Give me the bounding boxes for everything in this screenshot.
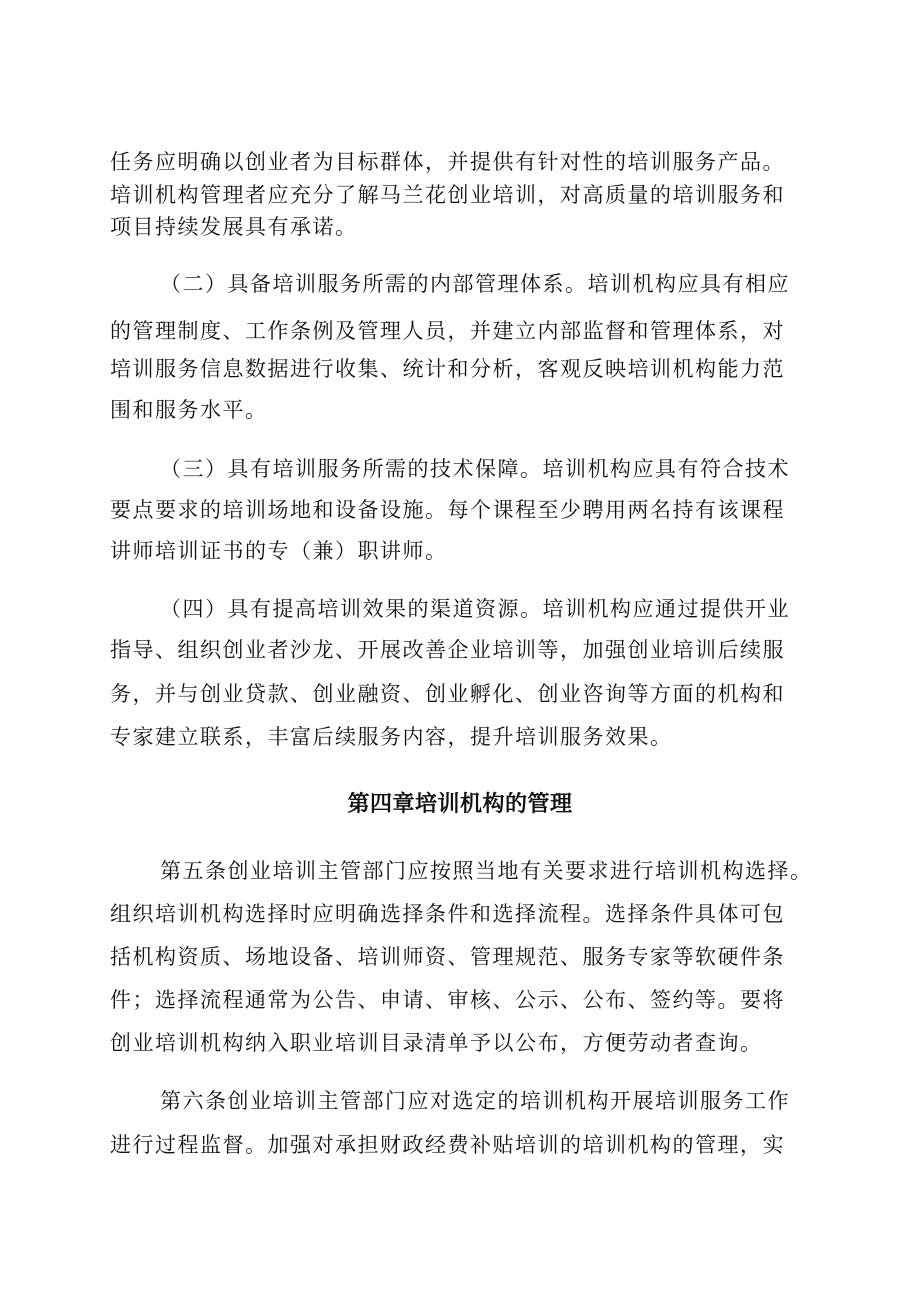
text-line: （二）具备培训服务所需的内部管理体系。培训机构应具有相应 xyxy=(160,272,790,296)
text-line: 培训服务信息数据进行收集、统计和分析，客观反映培训机构能力范 xyxy=(110,357,785,381)
text-line: 的管理制度、工作条例及管理人员，并建立内部监督和管理体系，对 xyxy=(110,319,785,343)
text-line: 要点要求的培训场地和设备设施。每个课程至少聘用两名持有该课程 xyxy=(110,498,785,522)
text-line: 括机构资质、场地设备、培训师资、管理规范、服务专家等软硬件条 xyxy=(110,945,785,969)
text-line: 讲师培训证书的专（兼）职讲师。 xyxy=(110,539,448,563)
text-line: （三）具有培训服务所需的技术保障。培训机构应具有符合技术 xyxy=(160,457,790,481)
text-line: 组织培训机构选择时应明确选择条件和选择流程。选择条件具体可包 xyxy=(110,902,785,926)
text-line: 第五条创业培训主管部门应按照当地有关要求进行培训机构选择。 xyxy=(160,859,813,883)
text-line: 围和服务水平。 xyxy=(110,398,268,422)
text-line: 专家建立联系，丰富后续服务内容，提升培训服务效果。 xyxy=(110,725,673,749)
text-line: 件；选择流程通常为公告、申请、审核、公示、公布、签约等。要将 xyxy=(110,988,785,1012)
text-line: 务，并与创业贷款、创业融资、创业孵化、创业咨询等方面的机构和 xyxy=(110,682,785,706)
text-line: （四）具有提高培训效果的渠道资源。培训机构应通过提供开业 xyxy=(160,597,790,621)
chapter-heading: 第四章培训机构的管理 xyxy=(347,792,573,817)
text-line: 指导、组织创业者沙龙、开展改善企业培训等，加强创业培训后续服 xyxy=(110,638,785,662)
text-line: 任务应明确以创业者为目标群体，并提供有针对性的培训服务产品。 xyxy=(110,150,785,174)
text-line: 项目持续发展具有承诺。 xyxy=(110,215,358,239)
text-line: 创业培训机构纳入职业培训目录清单予以公布，方便劳动者查询。 xyxy=(110,1031,763,1055)
text-line: 进行过程监督。加强对承担财政经费补贴培训的培训机构的管理，实 xyxy=(110,1133,785,1157)
text-line: 培训机构管理者应充分了解马兰花创业培训，对高质量的培训服务和 xyxy=(110,183,785,207)
text-line: 第六条创业培训主管部门应对选定的培训机构开展培训服务工作 xyxy=(160,1089,790,1113)
